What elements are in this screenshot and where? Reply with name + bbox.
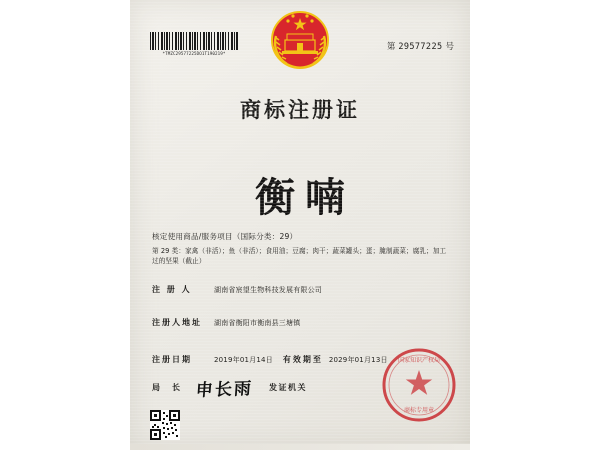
official-seal-icon (380, 346, 458, 424)
page-title: 商标注册证 (240, 98, 360, 122)
cert-no-prefix: 第 (386, 42, 396, 52)
barcode-block (150, 32, 238, 56)
barcode-number: *TMZC29577225DO1T190219* (162, 51, 226, 56)
certificate-header (130, 0, 470, 86)
certificate-document (130, 0, 470, 450)
address-value: 湖南省衡阳市衡南县三塘镇 (214, 319, 301, 328)
address-label: 注册人地址 (152, 318, 202, 328)
barcode-icon (150, 32, 238, 50)
cert-no-suffix: 号 (445, 42, 454, 52)
address-row (152, 317, 452, 328)
registration-date-label: 注册日期 (152, 355, 192, 365)
director-signature: 申长雨 (195, 379, 254, 402)
validity-value: 2029年01月13日 (328, 356, 388, 365)
svg-text:国家知识产权局: 国家知识产权局 (397, 357, 441, 364)
goods-classification-line: 核定使用商品/服务项目（国际分类：29） (152, 232, 298, 241)
registration-date-value: 2019年01月14日 (214, 356, 273, 365)
registrant-row (152, 284, 452, 295)
svg-text:商标专用章: 商标专用章 (403, 407, 435, 414)
registrant-value: 湖南省宸望生物科技发展有限公司 (214, 286, 322, 295)
validity-label: 有效期至 (282, 355, 323, 365)
director-label: 局 长 (152, 383, 182, 393)
qr-code-icon (150, 410, 180, 440)
paper-bottom-edge (130, 444, 470, 450)
registrant-label: 注 册 人 (152, 285, 192, 295)
trademark-text: 衡喃 (255, 174, 355, 221)
issuer-label: 发证机关 (269, 383, 307, 393)
cert-no-value: 29577225 (398, 42, 443, 52)
goods-detail-text: 第 29 类：家禽（非活）；鱼（非活）；食用油；豆腐；肉干；蔬菜罐头；蛋；腌制蔬菜；腐乳；加工过的坚果（截止） (152, 247, 447, 265)
certificate-number (387, 40, 454, 52)
national-emblem-icon (263, 6, 337, 78)
